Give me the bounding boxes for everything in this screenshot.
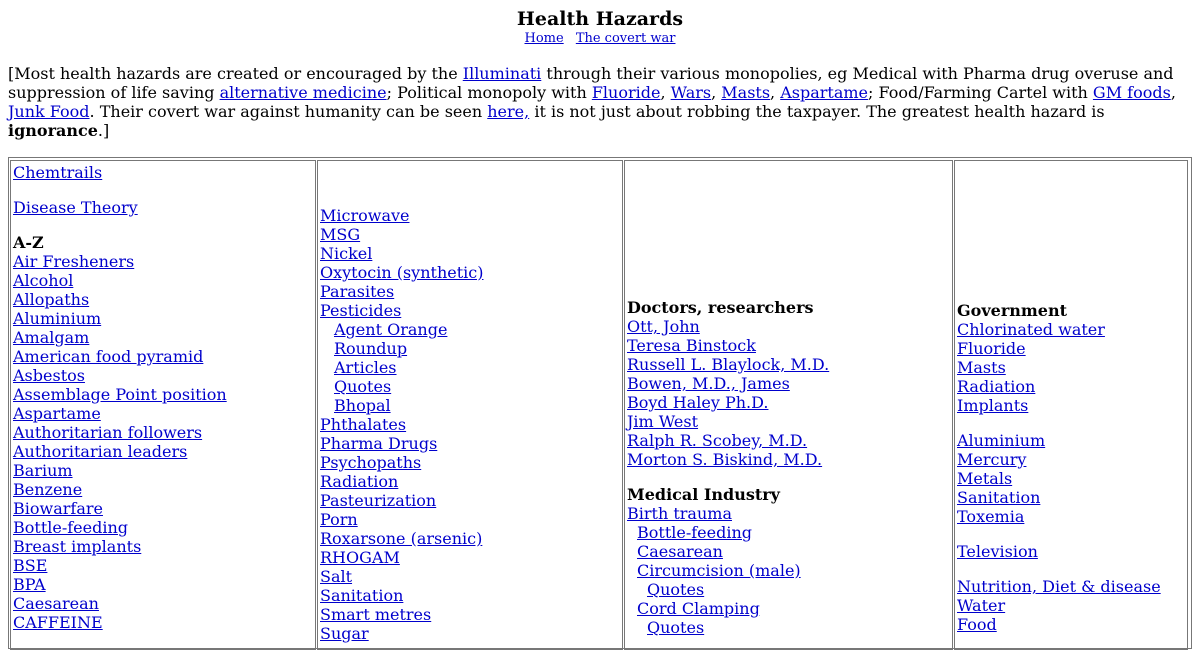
list-item[interactable]: Food [957, 615, 997, 634]
link-junk-food[interactable]: Junk Food [8, 102, 90, 121]
list-item[interactable]: Parasites [320, 282, 395, 301]
list-item[interactable]: MSG [320, 225, 361, 244]
list-item[interactable]: Caesarean [13, 594, 99, 613]
heading-medical-industry: Medical Industry [627, 485, 780, 504]
link-birth-trauma[interactable]: Birth trauma [627, 504, 732, 523]
link-cord-clamping[interactable]: Cord Clamping [637, 599, 760, 618]
link-chemtrails[interactable]: Chemtrails [13, 163, 103, 182]
list-item[interactable]: Jim West [627, 412, 699, 431]
link-television[interactable]: Television [957, 542, 1038, 561]
list-item[interactable]: Assemblage Point position [13, 385, 227, 404]
list-item[interactable]: Allopaths [13, 290, 90, 309]
link-alternative-medicine[interactable]: alternative medicine [219, 83, 387, 102]
list-item[interactable]: Nickel [320, 244, 373, 263]
list-item[interactable]: Psychopaths [320, 453, 422, 472]
column-doctors [624, 160, 953, 650]
list-item[interactable]: Ott, John [627, 317, 700, 336]
intro-text: , [770, 83, 781, 102]
list-item[interactable]: American food pyramid [13, 347, 204, 366]
heading-a-z: A-Z [13, 233, 44, 252]
list-item[interactable]: Masts [957, 358, 1006, 377]
list-item[interactable]: Implants [957, 396, 1029, 415]
column-government [954, 160, 1188, 650]
intro-text: , [711, 83, 722, 102]
list-item[interactable]: Bowen, M.D., James [627, 374, 790, 393]
list-item[interactable]: BSE [13, 556, 48, 575]
intro-text: . Their covert war against humanity can be seen [89, 102, 488, 121]
heading-government: Government [957, 301, 1068, 320]
list-item[interactable]: Chlorinated water [957, 320, 1105, 339]
intro-text: , [660, 83, 671, 102]
list-item[interactable]: Morton S. Biskind, M.D. [627, 450, 823, 469]
link-here[interactable]: here, [487, 102, 530, 121]
list-item[interactable]: Bhopal [334, 396, 391, 415]
list-item[interactable]: Aluminium [13, 309, 102, 328]
column-a-z [10, 160, 316, 650]
list-item[interactable]: Bottle-feeding [13, 518, 129, 537]
list-item[interactable]: BPA [13, 575, 46, 594]
intro-text: ; Political monopoly with [386, 83, 592, 102]
intro-text: through their various monopolies, eg Medical with Pharma drug overuse and suppression of life saving [8, 64, 1174, 102]
list-item[interactable]: Caesarean [637, 542, 723, 561]
list-item[interactable]: Teresa Binstock [627, 336, 756, 355]
intro-text: .] [97, 121, 110, 140]
list-item[interactable]: Russell L. Blaylock, M.D. [627, 355, 830, 374]
list-item[interactable]: Circumcision (male) [637, 561, 801, 580]
list-item[interactable]: Quotes [334, 377, 392, 396]
list-item[interactable]: Amalgam [13, 328, 90, 347]
list-item[interactable]: RHOGAM [320, 548, 400, 567]
list-item[interactable]: Aluminium [957, 431, 1046, 450]
nav-link-covert-war[interactable]: The covert war [575, 31, 676, 46]
list-item[interactable]: Roxarsone (arsenic) [320, 529, 483, 548]
list-item[interactable]: Quotes [647, 580, 705, 599]
list-item[interactable]: Boyd Haley Ph.D. [627, 393, 769, 412]
list-item[interactable]: Pasteurization [320, 491, 437, 510]
intro-text: [Most health hazards are created or encouraged by the [8, 64, 463, 83]
link-fluoride[interactable]: Fluoride [591, 83, 661, 102]
list-item[interactable]: Bottle-feeding [637, 523, 753, 542]
intro-paragraph [8, 64, 1194, 140]
intro-text: it is not just about robbing the taxpayer. The greatest health hazard is [529, 102, 1105, 121]
list-item[interactable]: Breast implants [13, 537, 142, 556]
list-item[interactable]: Biowarfare [13, 499, 103, 518]
list-item[interactable]: Radiation [957, 377, 1036, 396]
list-item[interactable]: Oxytocin (synthetic) [320, 263, 484, 282]
list-item[interactable]: Articles [334, 358, 397, 377]
list-item[interactable]: Agent Orange [334, 320, 448, 339]
list-item[interactable]: CAFFEINE [13, 613, 103, 632]
list-item[interactable]: Sugar [320, 624, 369, 643]
link-disease-theory[interactable]: Disease Theory [13, 198, 138, 217]
link-gm-foods[interactable]: GM foods [1092, 83, 1171, 102]
list-item[interactable]: Salt [320, 567, 353, 586]
list-item[interactable]: Ralph R. Scobey, M.D. [627, 431, 808, 450]
link-wars[interactable]: Wars [670, 83, 712, 102]
list-item[interactable]: Authoritarian leaders [13, 442, 188, 461]
column-m-s [317, 160, 623, 650]
list-item[interactable]: Nutrition, Diet & disease [957, 577, 1161, 596]
list-item[interactable]: Porn [320, 510, 358, 529]
list-item[interactable]: Air Fresheners [13, 252, 135, 271]
list-item[interactable]: Water [957, 596, 1006, 615]
list-item[interactable]: Authoritarian followers [13, 423, 203, 442]
list-item[interactable]: Toxemia [957, 507, 1025, 526]
list-item[interactable]: Sanitation [957, 488, 1041, 507]
intro-text: ; Food/Farming Cartel with [868, 83, 1093, 102]
link-aspartame[interactable]: Aspartame [780, 83, 869, 102]
list-item[interactable]: Barium [13, 461, 73, 480]
list-item[interactable]: Aspartame [13, 404, 101, 423]
list-item[interactable]: Fluoride [957, 339, 1026, 358]
nav-link-home[interactable]: Home [524, 31, 564, 46]
list-item[interactable]: Mercury [957, 450, 1027, 469]
list-item[interactable]: Pesticides [320, 301, 402, 320]
list-item[interactable]: Microwave [320, 206, 410, 225]
link-illuminati[interactable]: Illuminati [462, 64, 542, 83]
list-item[interactable]: Metals [957, 469, 1013, 488]
list-item[interactable]: Pharma Drugs [320, 434, 438, 453]
list-item[interactable]: Roundup [334, 339, 408, 358]
link-masts[interactable]: Masts [721, 83, 771, 102]
list-item[interactable]: Phthalates [320, 415, 407, 434]
list-item[interactable]: Alcohol [13, 271, 74, 290]
list-item[interactable]: Smart metres [320, 605, 432, 624]
intro-emphasis: ignorance [8, 121, 98, 140]
list-item[interactable]: Asbestos [13, 366, 85, 385]
page-title: Health Hazards [516, 8, 684, 30]
list-item[interactable]: Quotes [647, 618, 705, 637]
list-item[interactable]: Sanitation [320, 586, 404, 605]
top-nav [0, 31, 1200, 47]
list-item[interactable]: Radiation [320, 472, 399, 491]
intro-text: , [1170, 83, 1176, 102]
list-item[interactable]: Benzene [13, 480, 83, 499]
heading-doctors: Doctors, researchers [627, 298, 814, 317]
